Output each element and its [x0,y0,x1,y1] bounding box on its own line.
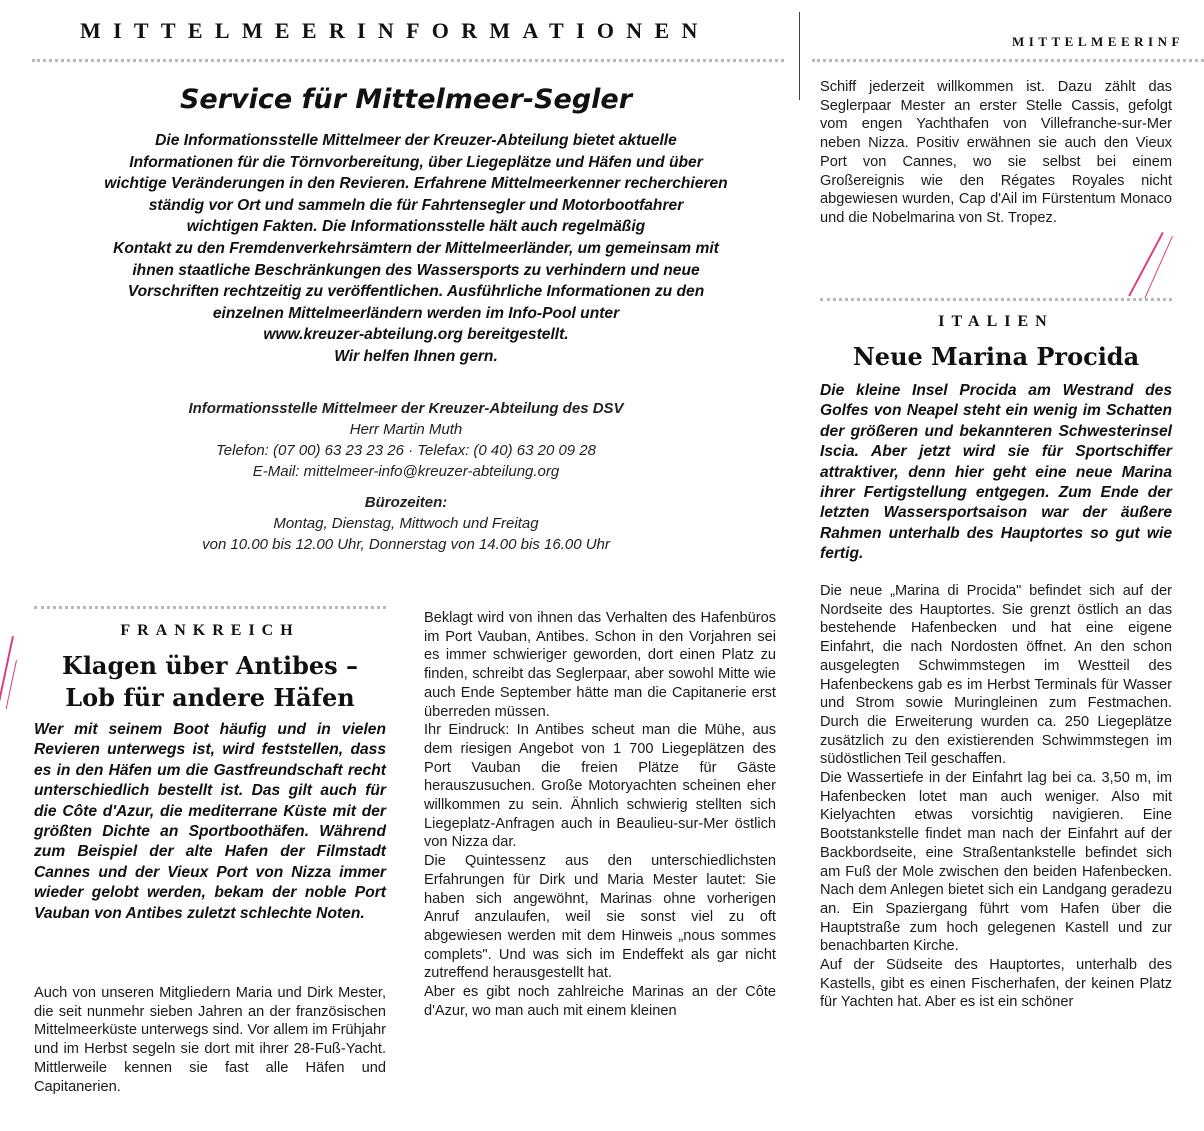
pen-mark-left [0,636,14,701]
frankreich-body-col2 [424,609,776,1020]
frankreich-label: FRANKREICH [120,622,300,639]
italien-paragraph-3: Auf der Südseite des Hauptortes, unterhalb des Kastells, gibt es einen Fischerhafen, der keinen Platz für Yachten hat. Aber es ist ein schöner [820,957,1172,1011]
frankreich-title-line-1: Klagen über Antibes – [61,651,359,680]
pen-mark-right-2 [1144,236,1173,299]
italien-title: Neue Marina Procida [852,342,1140,371]
col2-paragraph-2: Ihr Eindruck: In Antibes scheut man die Mühe, aus dem riesigen Angebot von 1 700 Liegeplätzen des Port Vauban die freien Plätze für Gäste herauszusuchen. Große Motoryachten scheinen eher willkommen zu sein. Ähnlich schwierig stellten sich Liegeplatz-Anfragen auch in Beaulieu-sur-Mer östlich von Nizza dar. [424,722,776,851]
hours-line-1: Montag, Dienstag, Mittwoch und Freitag [273,515,539,532]
italien-divider [820,298,1172,301]
contact-name: Herr Martin Muth [349,421,463,438]
hours-line-2: von 10.00 bis 12.00 Uhr, Donnerstag von 14.00 bis 16.00 Uhr [202,536,610,553]
hours-title: Bürozeiten: [364,494,448,511]
service-intro-line: wichtige Veränderungen in den Revieren. Erfahrene Mittelmeerkenner recherchieren [104,175,728,193]
service-intro-line: www.kreuzer-abteilung.org bereitgestellt. [263,326,569,344]
service-intro-line: Die Informationsstelle Mittelmeer der Kreuzer-Abteilung bietet aktuelle [155,132,677,149]
frankreich-body-col3: Schiff jederzeit willkommen ist. Dazu zählt das Seglerpaar Mester an erster Stelle Cassis, gefolgt vom engen Yachthafen von Villefranche-sur-Mer neben Nizza. Positiv erwähnen sie auch den Vieux Port von Cannes, wo sie selbst bei einem Großereignis wie den Régates Royales nicht abgewiesen wurden, Cap d'Ail im Fürstentum Monaco und die Nobelmarina von St. Tropez. [820,79,1172,226]
italien-body [820,582,1172,1012]
contact-email: E-Mail: mittelmeer-info@kreuzer-abteilung.org [252,463,560,480]
header-divider-right [812,59,1204,62]
service-intro-line: ihnen staatliche Beschränkungen des Wassersports zu verhindern und neue [132,261,700,279]
service-intro-line: Vorschriften rechtzeitig zu veröffentlichen. Ausführliche Informationen zu den [127,283,705,301]
header-divider-left [32,59,784,62]
section-header-right: MITTELMEERINF [1012,34,1184,49]
service-intro-line: einzelnen Mittelmeerländern werden im Info-Pool unter [212,304,620,322]
service-intro [40,130,792,368]
section-header-left: MITTELMEERINFORMATIONEN [80,18,710,43]
col2-paragraph-1: Beklagt wird von ihnen das Verhalten des Hafenbüros im Port Vauban, Antibes. Schon in den Vorjahren sei es immer schwieriger geworden, dort einen Platz zu finden, schreibt das Seglerpaar, aber sowohl Mitte wie auch Ende September hätte man die Capitanerie erst überreden müssen. [424,610,776,720]
service-intro-line: Kontakt zu den Fremdenverkehrsämtern der Mittelmeerländer, um gemeinsam mit [113,239,719,257]
service-title: Service für Mittelmeer-Segler [179,84,633,115]
italien-lead: Die kleine Insel Procida am Westrand des Golfes von Neapel steht ein wenig im Schatten der größeren und bekannteren Schwesterinsel Iscia. Aber jetzt wird sie für Sportschiffer attraktiver, denn hier geht eine neue Marina ihrer Fertigstellung entgegen. Zum Ende der letzten Wassersportsaison war der äußere Rahmen unterhalb des Hauptortes so gut wie fertig. [820,382,1172,563]
frankreich-lead: Wer mit seinem Boot häufig und in vielen Revieren unterwegs ist, wird feststellen, dass es in den Häfen um die Gastfreundschaft recht unterschiedlich bestellt ist. Das gilt auch für die Côte d'Azur, die mediterrane Küste mit der größten Dichte an Sportboothäfen. Während zum Beispiel der alte Hafen der Filmstadt Cannes und der Vieux Port von Nizza immer wieder gelobt werden, bekam der noble Port Vauban von Antibes zuletzt schlechte Noten. [34,721,386,922]
frankreich-title-line-2: Lob für andere Häfen [65,683,355,712]
frankreich-divider [34,606,386,609]
service-intro-line: Wir helfen Ihnen gern. [334,347,498,365]
italien-paragraph-1: Die neue „Marina di Procida" befindet sich auf der Nordseite des Hauptortes. Sie grenzt östlich an das bestehende Hafenbecken und hat eine eigene Einfahrt, die nach Nordosten öffnet. An den schon ausgelegten Schwimmstegen im Westteil des Hafenbeckens gab es im Herbst Terminals für Wasser und Strom sowie Muringleinen zum Festmachen. Durch die Erweiterung wurden ca. 250 Liegeplätze zusätzlich zu den existierenden Schwimmstegen im südöstlichen Teil geschaffen. [820,583,1172,768]
italien-paragraph-2: Die Wassertiefe in der Einfahrt lag bei ca. 3,50 m, im Hafenbecken lotet man auch weniger. Also mit Kielyachten etwas vorsichtig navigieren. Eine Bootstankstelle findet man nach der Einfahrt auf der Backbordseite, eine Straßentankstelle befindet sich am Fuß der Mole zwischen den beiden Hafenbecken. Nach dem Anlegen bietet sich ein Landgang geradezu an. Ein Spaziergang führt vom Hafen über die Hauptstraße zum hoch gelegenen Kastell und zur benachbarten Kirche. [820,770,1172,955]
italien-label: ITALIEN [938,313,1054,330]
service-intro-line: wichtigen Fakten. Die Informationsstelle hält auch regelmäßig [186,218,646,236]
col2-paragraph-4: Aber es gibt noch zahlreiche Marinas an der Côte d'Azur, wo man auch mit einem kleinen [424,984,776,1019]
contact-phone: Telefon: (07 00) 63 23 23 26 · Telefax: (0 40) 63 20 09 28 [216,442,596,459]
col2-paragraph-3: Die Quintessenz aus den unterschiedlichsten Erfahrungen für Dirk und Maria Mester lautet: Sie haben sich angewöhnt, Marinas ohne vorherigen Anruf anzulaufen, weil sie sonst viel zu oft abgewiesen werden mit dem Hinweis „nous sommes complets". Und was sich im Endeffekt als gar nicht zutreffend herausgestellt hat. [424,853,776,982]
service-intro-line: Informationen für die Törnvorbereitung, über Liegeplätze und Häfen und über [129,153,703,171]
service-intro-line: ständig vor Ort und sammeln die für Fahrtensegler und Motorbootfahrer [148,196,684,214]
column-divider [799,12,800,70]
service-contact [80,398,732,555]
frankreich-body-col1: Auch von unseren Mitgliedern Maria und Dirk Mester, die seit nunmehr sieben Jahren an der französischen Mittelmeerküste unterwegs sind. Vor allem im Frühjahr und im Herbst segeln sie dort mit ihrer 28-Fuß-Yacht. Mittlerweile kennen sie fast alle Häfen und Capitanerien. [34,985,387,1095]
contact-org: Informationsstelle Mittelmeer der Kreuzer-Abteilung des DSV [188,400,624,417]
right-column-marker [799,70,800,100]
